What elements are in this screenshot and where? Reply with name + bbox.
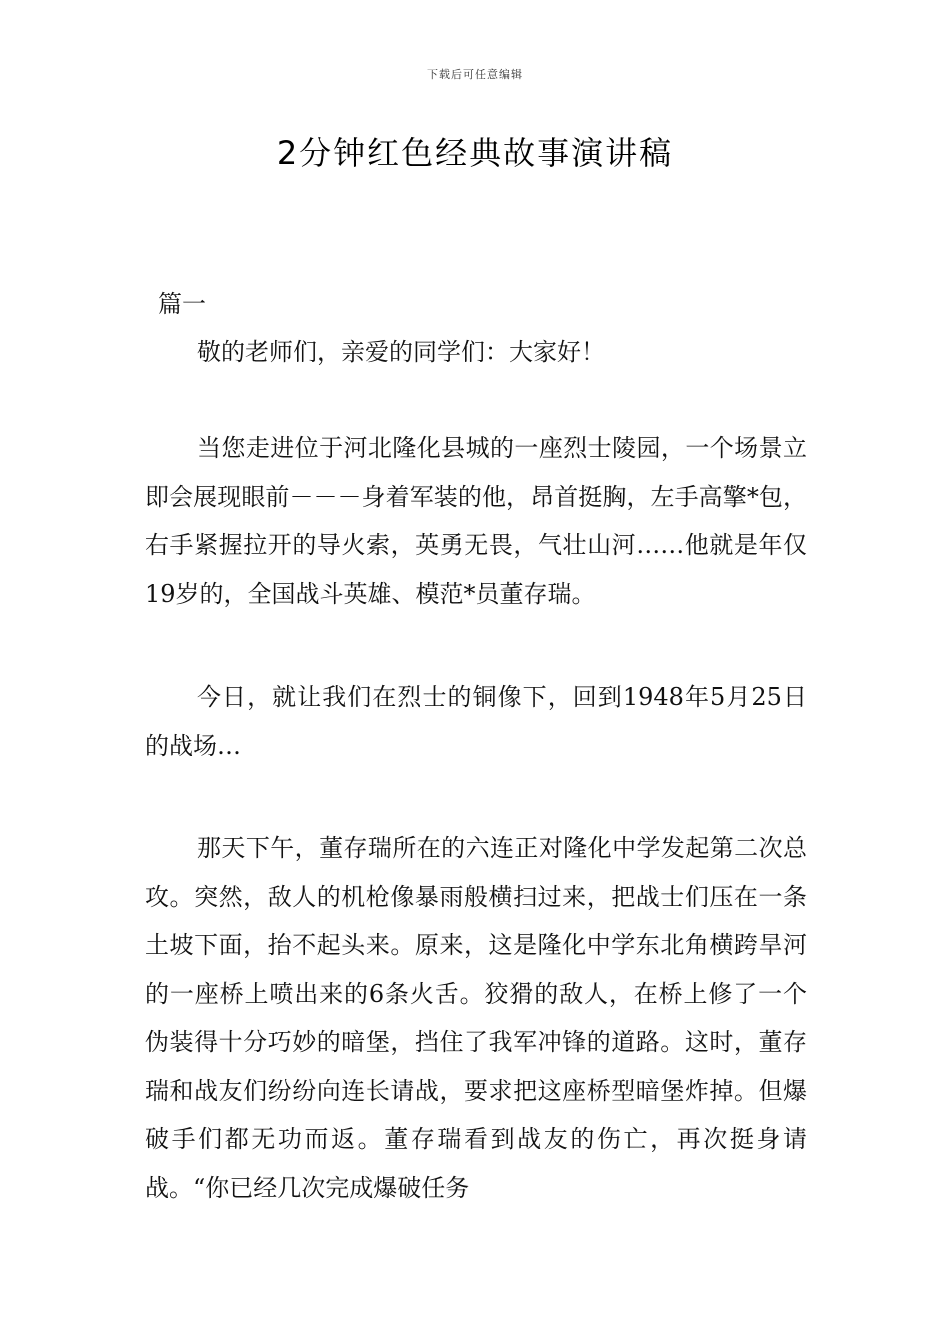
paragraph: 今日，就让我们在烈士的铜像下，回到1948年5月25日的战场… bbox=[145, 683, 807, 760]
header-note: 下载后可任意编辑 bbox=[427, 68, 523, 81]
paragraph: 当您走进位于河北隆化县城的一座烈士陵园，一个场景立即会展现眼前－－－身着军装的他，昂首挺胸，左手高擎*包，右手紧握拉开的导火索，英勇无畏，气壮山河……他就是年仅19岁的，全国战斗英雄、模范*员董存瑞。 bbox=[145, 434, 807, 608]
paragraph: 那天下午，董存瑞所在的六连正对隆化中学发起第二次总攻。突然，敌人的机枪像暴雨般横扫过来，把战士们压在一条土坡下面，抬不起头来。原来，这是隆化中学东北角横跨旱河的一座桥上喷出来的6条火舌。狡猾的敌人，在桥上修了一个伪装得十分巧妙的暗堡，挡住了我军冲锋的道路。这时，董存瑞和战友们纷纷向连长请战，要求把这座桥型暗堡炸掉。但爆破手们都无功而返。董存瑞看到战友的伤亡，再次挺身请战。“你已经几次完成爆破任务 bbox=[145, 834, 807, 1202]
paragraph-greeting: 敬的老师们，亲爱的同学们：大家好！ bbox=[197, 338, 605, 366]
section-label: 篇一 bbox=[158, 290, 206, 318]
document-title: 2分钟红色经典故事演讲稿 bbox=[276, 134, 674, 172]
